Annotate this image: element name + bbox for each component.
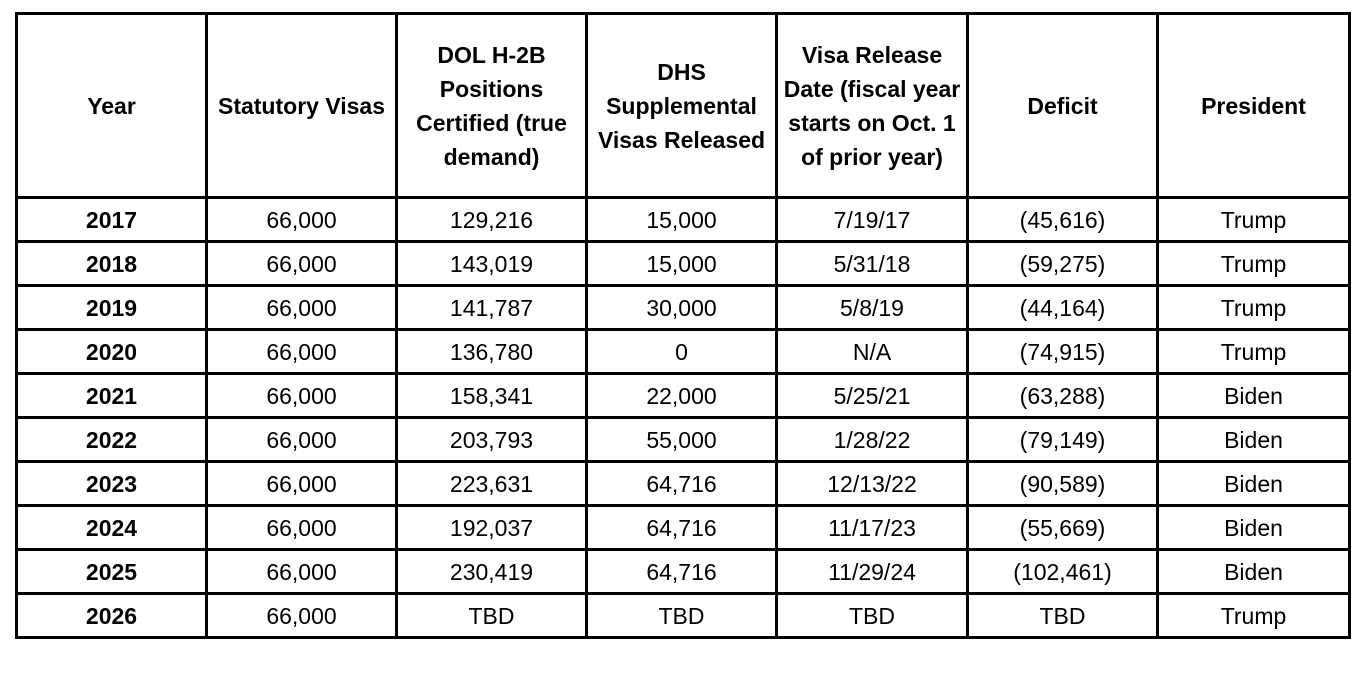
cell-statutory-visas: 66,000 xyxy=(207,198,397,242)
table-row xyxy=(17,330,1350,374)
cell-deficit: (45,616) xyxy=(968,198,1158,242)
cell-dol-certified: 141,787 xyxy=(397,286,587,330)
cell-release-date: 5/31/18 xyxy=(777,242,968,286)
cell-dhs-supplemental: 55,000 xyxy=(587,418,777,462)
cell-statutory-visas: 66,000 xyxy=(207,594,397,638)
cell-president: Biden xyxy=(1158,506,1350,550)
cell-dhs-supplemental: 0 xyxy=(587,330,777,374)
h2b-visa-table xyxy=(15,12,1351,639)
cell-year: 2023 xyxy=(17,462,207,506)
cell-president: Trump xyxy=(1158,242,1350,286)
cell-president: Biden xyxy=(1158,550,1350,594)
table-row xyxy=(17,198,1350,242)
cell-dhs-supplemental: 64,716 xyxy=(587,550,777,594)
cell-deficit: (102,461) xyxy=(968,550,1158,594)
cell-statutory-visas: 66,000 xyxy=(207,418,397,462)
cell-year: 2018 xyxy=(17,242,207,286)
cell-dhs-supplemental: 64,716 xyxy=(587,462,777,506)
table-row xyxy=(17,418,1350,462)
cell-president: Biden xyxy=(1158,374,1350,418)
cell-dhs-supplemental: TBD xyxy=(587,594,777,638)
cell-dol-certified: 136,780 xyxy=(397,330,587,374)
cell-release-date: 12/13/22 xyxy=(777,462,968,506)
header-dhs-supplemental: DHS Supplemental Visas Released xyxy=(587,14,777,198)
cell-statutory-visas: 66,000 xyxy=(207,506,397,550)
cell-dol-certified: 203,793 xyxy=(397,418,587,462)
header-president: President xyxy=(1158,14,1350,198)
cell-dhs-supplemental: 30,000 xyxy=(587,286,777,330)
cell-dol-certified: 192,037 xyxy=(397,506,587,550)
cell-statutory-visas: 66,000 xyxy=(207,462,397,506)
cell-dol-certified: 223,631 xyxy=(397,462,587,506)
cell-release-date: 11/17/23 xyxy=(777,506,968,550)
table-row xyxy=(17,462,1350,506)
header-release-date: Visa Release Date (fiscal year starts on Oct. 1 of prior year) xyxy=(777,14,968,198)
cell-release-date: 5/8/19 xyxy=(777,286,968,330)
cell-dhs-supplemental: 15,000 xyxy=(587,198,777,242)
cell-release-date: 1/28/22 xyxy=(777,418,968,462)
cell-release-date: N/A xyxy=(777,330,968,374)
cell-year: 2025 xyxy=(17,550,207,594)
cell-president: Trump xyxy=(1158,286,1350,330)
cell-statutory-visas: 66,000 xyxy=(207,330,397,374)
cell-dol-certified: TBD xyxy=(397,594,587,638)
cell-deficit: (55,669) xyxy=(968,506,1158,550)
table-row xyxy=(17,242,1350,286)
cell-dhs-supplemental: 64,716 xyxy=(587,506,777,550)
header-dol-certified: DOL H-2B Positions Certified (true demand) xyxy=(397,14,587,198)
cell-release-date: TBD xyxy=(777,594,968,638)
cell-deficit: (90,589) xyxy=(968,462,1158,506)
cell-deficit: (44,164) xyxy=(968,286,1158,330)
header-row xyxy=(17,14,1350,198)
cell-release-date: 5/25/21 xyxy=(777,374,968,418)
cell-president: Biden xyxy=(1158,462,1350,506)
cell-release-date: 7/19/17 xyxy=(777,198,968,242)
cell-deficit: (74,915) xyxy=(968,330,1158,374)
table-row xyxy=(17,550,1350,594)
cell-dhs-supplemental: 22,000 xyxy=(587,374,777,418)
cell-statutory-visas: 66,000 xyxy=(207,286,397,330)
cell-release-date: 11/29/24 xyxy=(777,550,968,594)
cell-deficit: (63,288) xyxy=(968,374,1158,418)
cell-deficit: (79,149) xyxy=(968,418,1158,462)
cell-year: 2022 xyxy=(17,418,207,462)
cell-president: Trump xyxy=(1158,330,1350,374)
cell-year: 2021 xyxy=(17,374,207,418)
cell-dol-certified: 143,019 xyxy=(397,242,587,286)
cell-deficit: (59,275) xyxy=(968,242,1158,286)
cell-statutory-visas: 66,000 xyxy=(207,374,397,418)
header-year: Year xyxy=(17,14,207,198)
table-row xyxy=(17,374,1350,418)
cell-deficit: TBD xyxy=(968,594,1158,638)
table-row xyxy=(17,594,1350,638)
cell-dol-certified: 158,341 xyxy=(397,374,587,418)
cell-statutory-visas: 66,000 xyxy=(207,550,397,594)
cell-year: 2024 xyxy=(17,506,207,550)
table-row xyxy=(17,286,1350,330)
cell-president: Trump xyxy=(1158,594,1350,638)
cell-president: Biden xyxy=(1158,418,1350,462)
cell-year: 2020 xyxy=(17,330,207,374)
cell-dol-certified: 230,419 xyxy=(397,550,587,594)
cell-year: 2019 xyxy=(17,286,207,330)
cell-dol-certified: 129,216 xyxy=(397,198,587,242)
cell-statutory-visas: 66,000 xyxy=(207,242,397,286)
header-statutory-visas: Statutory Visas xyxy=(207,14,397,198)
cell-president: Trump xyxy=(1158,198,1350,242)
table-row xyxy=(17,506,1350,550)
cell-year: 2026 xyxy=(17,594,207,638)
cell-year: 2017 xyxy=(17,198,207,242)
header-deficit: Deficit xyxy=(968,14,1158,198)
cell-dhs-supplemental: 15,000 xyxy=(587,242,777,286)
